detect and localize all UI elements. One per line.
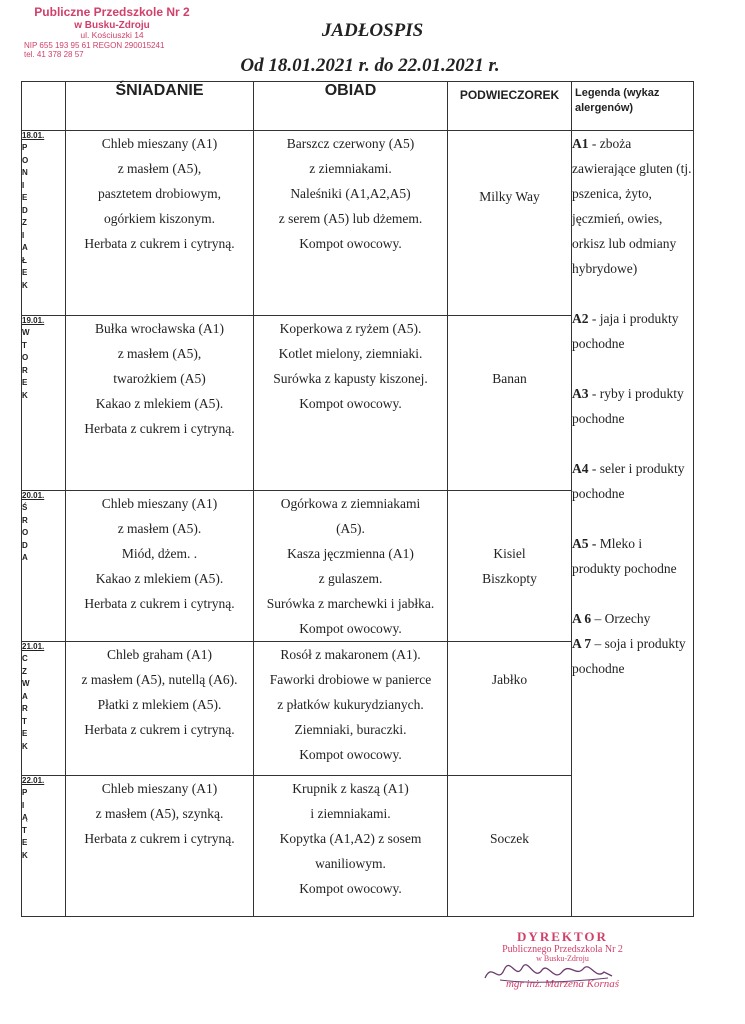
day-label bbox=[22, 491, 66, 642]
breakfast-line: z masłem (A5), nutellą (A6). bbox=[81, 672, 238, 687]
lunch-line: waniliowym. bbox=[315, 856, 386, 871]
lunch-cell bbox=[254, 776, 448, 917]
lunch-line: Faworki drobiowe w panierce bbox=[269, 672, 432, 687]
legend-item bbox=[572, 631, 693, 681]
allergen-code: A1 bbox=[572, 136, 589, 151]
breakfast-line: z masłem (A5), bbox=[117, 161, 202, 176]
breakfast-cell bbox=[66, 491, 254, 642]
snack-line: Banan bbox=[492, 371, 527, 386]
snack-cell bbox=[448, 316, 572, 491]
legend-item bbox=[572, 606, 693, 631]
breakfast-line: Chleb mieszany (A1) bbox=[101, 496, 218, 511]
breakfast-line: pasztetem drobiowym, bbox=[98, 186, 221, 201]
lunch-line: z serem (A5) lub dżemem. bbox=[278, 211, 423, 226]
breakfast-line: Herbata z cukrem i cytryną. bbox=[84, 831, 235, 846]
lunch-line: Kompot owocowy. bbox=[299, 396, 402, 411]
corner-cell bbox=[22, 82, 66, 131]
breakfast-line: Chleb mieszany (A1) bbox=[101, 136, 218, 151]
allergen-code: A 6 bbox=[572, 611, 592, 626]
lunch-line: (A5). bbox=[336, 521, 365, 536]
allergen-code: A5 - bbox=[572, 536, 597, 551]
allergen-code: A4 bbox=[572, 461, 589, 476]
page-title: JADŁOSPIS bbox=[321, 20, 424, 41]
allergen-description: - jaja i produkty pochodne bbox=[572, 311, 679, 351]
breakfast-line: twarożkiem (A5) bbox=[113, 371, 206, 386]
director-name: mgr inż. Marzena Kornaś bbox=[505, 978, 620, 991]
lunch-cell bbox=[254, 642, 448, 776]
snack-line: Milky Way bbox=[479, 189, 540, 204]
legend-header: Legenda (wykaz alergenów) bbox=[572, 82, 694, 131]
legend-item bbox=[572, 306, 693, 356]
day-date: 18.01. bbox=[22, 131, 45, 140]
day-date: 20.01. bbox=[22, 491, 45, 500]
breakfast-line: Kakao z mlekiem (A5). bbox=[95, 396, 224, 411]
breakfast-line: z masłem (A5), szynką. bbox=[95, 806, 224, 821]
lunch-line: z ziemniakami. bbox=[309, 161, 392, 176]
lunch-line: i ziemniakami. bbox=[310, 806, 391, 821]
date-range: Od 18.01.2021 r. do 22.01.2021 r. bbox=[240, 55, 500, 76]
allergen-description: - ryby i produkty pochodne bbox=[572, 386, 684, 426]
day-name: P I Ą T E K bbox=[22, 788, 28, 860]
breakfast-cell bbox=[66, 131, 254, 316]
lunch-cell bbox=[254, 491, 448, 642]
lunch-line: Surówka z kapusty kiszonej. bbox=[273, 371, 428, 386]
lunch-line: Kasza jęczmienna (A1) bbox=[287, 546, 414, 561]
breakfast-header: ŚNIADANIE bbox=[66, 82, 254, 131]
day-name: Ś R O D A bbox=[22, 503, 29, 562]
lunch-line: Ziemniaki, buraczki. bbox=[294, 722, 407, 737]
day-label bbox=[22, 776, 66, 917]
breakfast-line: Chleb mieszany (A1) bbox=[101, 781, 218, 796]
snack-cell bbox=[448, 776, 572, 917]
legend-item bbox=[572, 131, 693, 281]
day-label bbox=[22, 642, 66, 776]
stamp-line: tel. 41 378 28 57 bbox=[24, 50, 84, 60]
snack-cell bbox=[448, 131, 572, 316]
stamp-line: ul. Kościuszki 14 bbox=[80, 30, 144, 41]
breakfast-line: Bułka wrocławska (A1) bbox=[95, 321, 224, 336]
lunch-line: Krupnik z kaszą (A1) bbox=[292, 781, 409, 796]
allergen-description: – soja i produkty pochodne bbox=[572, 636, 686, 676]
menu-table bbox=[21, 81, 694, 917]
snack-line: Biszkopty bbox=[482, 571, 537, 586]
legend-cell bbox=[572, 131, 694, 917]
day-name: C Z W A R T E K bbox=[22, 654, 30, 751]
breakfast-line: ogórkiem kiszonym. bbox=[104, 211, 215, 226]
lunch-line: Kotlet mielony, ziemniaki. bbox=[278, 346, 423, 361]
director-institution: Publicznego Przedszkola Nr 2 bbox=[502, 944, 623, 956]
lunch-line: Kompot owocowy. bbox=[299, 747, 402, 762]
breakfast-line: Herbata z cukrem i cytryną. bbox=[84, 236, 235, 251]
stamp-line: Publiczne Przedszkole Nr 2 bbox=[34, 5, 190, 19]
lunch-line: Koperkowa z ryżem (A5). bbox=[279, 321, 422, 336]
lunch-header: OBIAD bbox=[254, 82, 448, 131]
breakfast-line: z masłem (A5). bbox=[117, 521, 202, 536]
lunch-line: z płatków kukurydzianych. bbox=[277, 697, 424, 712]
lunch-cell bbox=[254, 316, 448, 491]
lunch-line: Kompot owocowy. bbox=[299, 236, 402, 251]
lunch-line: Surówka z marchewki i jabłka. bbox=[266, 596, 435, 611]
allergen-code: A2 bbox=[572, 311, 589, 326]
director-title: DYREKTOR bbox=[517, 929, 608, 944]
lunch-line: Naleśniki (A1,A2,A5) bbox=[290, 186, 411, 201]
allergen-description: – Orzechy bbox=[591, 611, 651, 626]
breakfast-line: Herbata z cukrem i cytryną. bbox=[84, 722, 235, 737]
legend-item bbox=[572, 456, 693, 506]
snack-line: Kisiel bbox=[493, 546, 526, 561]
day-date: 19.01. bbox=[22, 316, 45, 325]
breakfast-line: Chleb graham (A1) bbox=[107, 647, 212, 662]
day-date: 21.01. bbox=[22, 642, 45, 651]
breakfast-line: Miód, dżem. . bbox=[121, 546, 198, 561]
allergen-description: Mleko i produkty pochodne bbox=[572, 536, 677, 576]
breakfast-line: Herbata z cukrem i cytryną. bbox=[84, 596, 235, 611]
breakfast-line: z masłem (A5), bbox=[117, 346, 202, 361]
day-date: 22.01. bbox=[22, 776, 45, 785]
stamp-line: w Busku-Zdroju bbox=[74, 19, 150, 31]
allergen-code: A 7 bbox=[572, 636, 592, 651]
lunch-line: Kompot owocowy. bbox=[299, 881, 402, 896]
stamp-line: NIP 655 193 95 61 REGON 290015241 bbox=[24, 41, 165, 51]
snack-line: Jabłko bbox=[491, 672, 528, 687]
breakfast-line: Płatki z mlekiem (A5). bbox=[97, 697, 222, 712]
handwritten-signature-icon bbox=[480, 958, 620, 986]
director-city: w Busku-Zdroju bbox=[536, 954, 589, 964]
lunch-line: Barszcz czerwony (A5) bbox=[286, 136, 415, 151]
lunch-cell bbox=[254, 131, 448, 316]
snack-cell bbox=[448, 642, 572, 776]
day-row bbox=[22, 131, 694, 316]
lunch-line: Kompot owocowy. bbox=[299, 621, 402, 636]
day-name: W T O R E K bbox=[22, 328, 30, 400]
lunch-line: Rosół z makaronem (A1). bbox=[280, 647, 421, 662]
lunch-line: z gulaszem. bbox=[318, 571, 383, 586]
breakfast-line: Kakao z mlekiem (A5). bbox=[95, 571, 224, 586]
lunch-line: Ogórkowa z ziemniakami bbox=[280, 496, 421, 511]
allergen-code: A3 bbox=[572, 386, 589, 401]
legend-item bbox=[572, 531, 693, 581]
day-name: P O N I E D Z I A Ł E K bbox=[22, 143, 29, 290]
breakfast-cell bbox=[66, 316, 254, 491]
header-row bbox=[22, 82, 694, 131]
snack-line: Soczek bbox=[490, 831, 529, 846]
lunch-line: Kopytka (A1,A2) z sosem bbox=[279, 831, 422, 846]
snack-cell bbox=[448, 491, 572, 642]
allergen-description: - seler i produkty pochodne bbox=[572, 461, 685, 501]
breakfast-cell bbox=[66, 642, 254, 776]
breakfast-cell bbox=[66, 776, 254, 917]
day-label bbox=[22, 131, 66, 316]
legend-item bbox=[572, 381, 693, 431]
snack-header: PODWIECZOREK bbox=[448, 82, 572, 131]
day-label bbox=[22, 316, 66, 491]
breakfast-line: Herbata z cukrem i cytryną. bbox=[84, 421, 235, 436]
allergen-description: - zboża zawierające gluten (tj. pszenica, żyto, jęczmień, owies, orkisz lub odmiany hybrydowe) bbox=[572, 136, 692, 276]
